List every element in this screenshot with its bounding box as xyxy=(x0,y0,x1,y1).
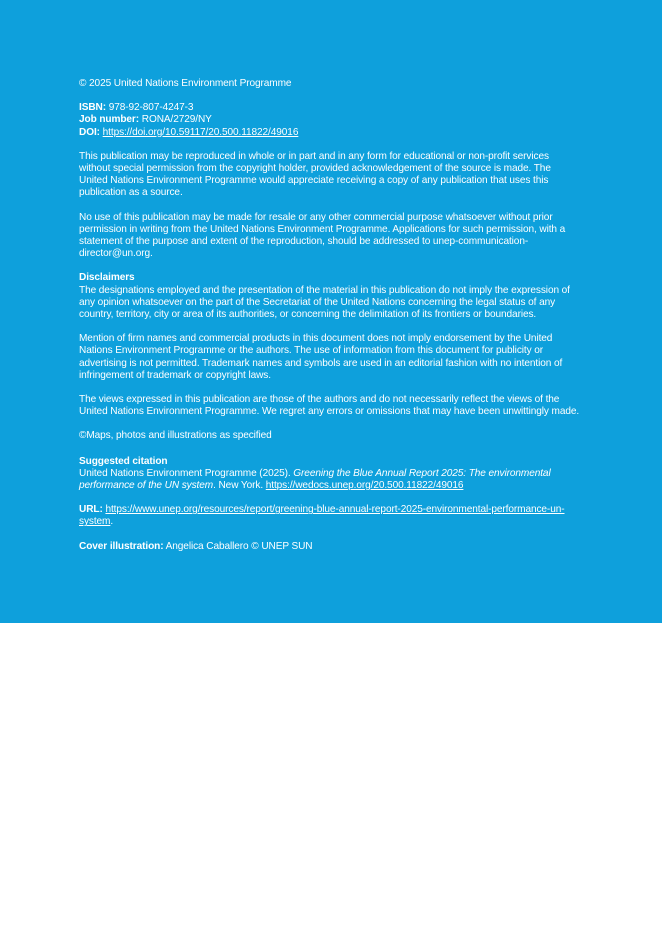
imprint-content xyxy=(79,78,582,553)
url-label: URL: xyxy=(79,504,103,516)
disclaimer-firm-names: Mention of firm names and commercial products in this document does not imply endorsement by the United Nations Environment Programme or the authors. The use of information from this document for publicity or advertising is not permitted. Trademark names and symbols are used in an editorial fashion with no intention of infringement of trademark or copyright laws. xyxy=(79,333,563,381)
citation-title: Greening the Blue Annual Report 2025: The environmental performance of the UN system xyxy=(79,467,551,492)
citation-heading: Suggested citation xyxy=(79,455,168,467)
job-number-value: RONA/2729/NY xyxy=(141,114,212,126)
citation-place: . New York. xyxy=(213,480,266,492)
maps-credit: ©Maps, photos and illustrations as specified xyxy=(79,430,272,442)
job-number-line xyxy=(79,114,582,126)
disclaimer-designations: The designations employed and the presentation of the material in this publication do not imply the expression of any opinion whatsoever on the part of the Secretariat of the United Nations concerning the legal status of any country, territory, city or area of its authorities, or concerning the delimitation of its frontiers or boundaries. xyxy=(79,284,570,321)
cover-label: Cover illustration: xyxy=(79,540,164,552)
citation-author: United Nations Environment Programme (2025). xyxy=(79,467,294,479)
cover-illustration-line xyxy=(79,541,582,553)
doi-label: DOI: xyxy=(79,126,100,138)
disclaimers-heading: Disclaimers xyxy=(79,272,135,284)
blank-page-area xyxy=(0,623,662,936)
isbn-value: 978-92-807-4247-3 xyxy=(108,102,194,114)
url-link[interactable]: https://www.unep.org/resources/report/greening-blue-annual-report-2025-environmental-performance-un-system xyxy=(79,504,565,528)
url-line xyxy=(79,504,582,528)
resale-paragraph: No use of this publication may be made for resale or any other commercial purpose whatsoever without prior permission in writing from the United Nations Environment Programme. Applications for such permission, with a statement of the purpose and extent of the reproduction, should be addressed to unep-communication-director@un.org. xyxy=(79,211,566,260)
copyright-line: © 2025 United Nations Environment Programme xyxy=(79,78,292,89)
isbn-label: ISBN: xyxy=(79,102,106,114)
doi-link[interactable]: https://doi.org/10.59117/20.500.11822/49016 xyxy=(102,126,299,138)
job-number-label: Job number: xyxy=(79,114,140,126)
citation-text xyxy=(79,468,582,492)
isbn-line xyxy=(79,102,582,114)
citation-link[interactable]: https://wedocs.unep.org/20.500.11822/49016 xyxy=(265,480,464,492)
reproduction-paragraph: This publication may be reproduced in whole or in part and in any form for educational or non-profit services without special permission from the copyright holder, provided acknowledgement of the source is made. The United Nations Environment Programme would appreciate receiving a copy of any publication that uses this publication as a source. xyxy=(79,150,551,199)
doi-line xyxy=(79,127,582,139)
disclaimer-views: The views expressed in this publication are those of the authors and do not necessarily reflect the views of the United Nations Environment Programme. We regret any errors or omissions that may have been unwittingly made. xyxy=(79,394,580,418)
cover-value: Angelica Caballero © UNEP SUN xyxy=(165,540,313,552)
url-suffix: . xyxy=(110,516,114,528)
